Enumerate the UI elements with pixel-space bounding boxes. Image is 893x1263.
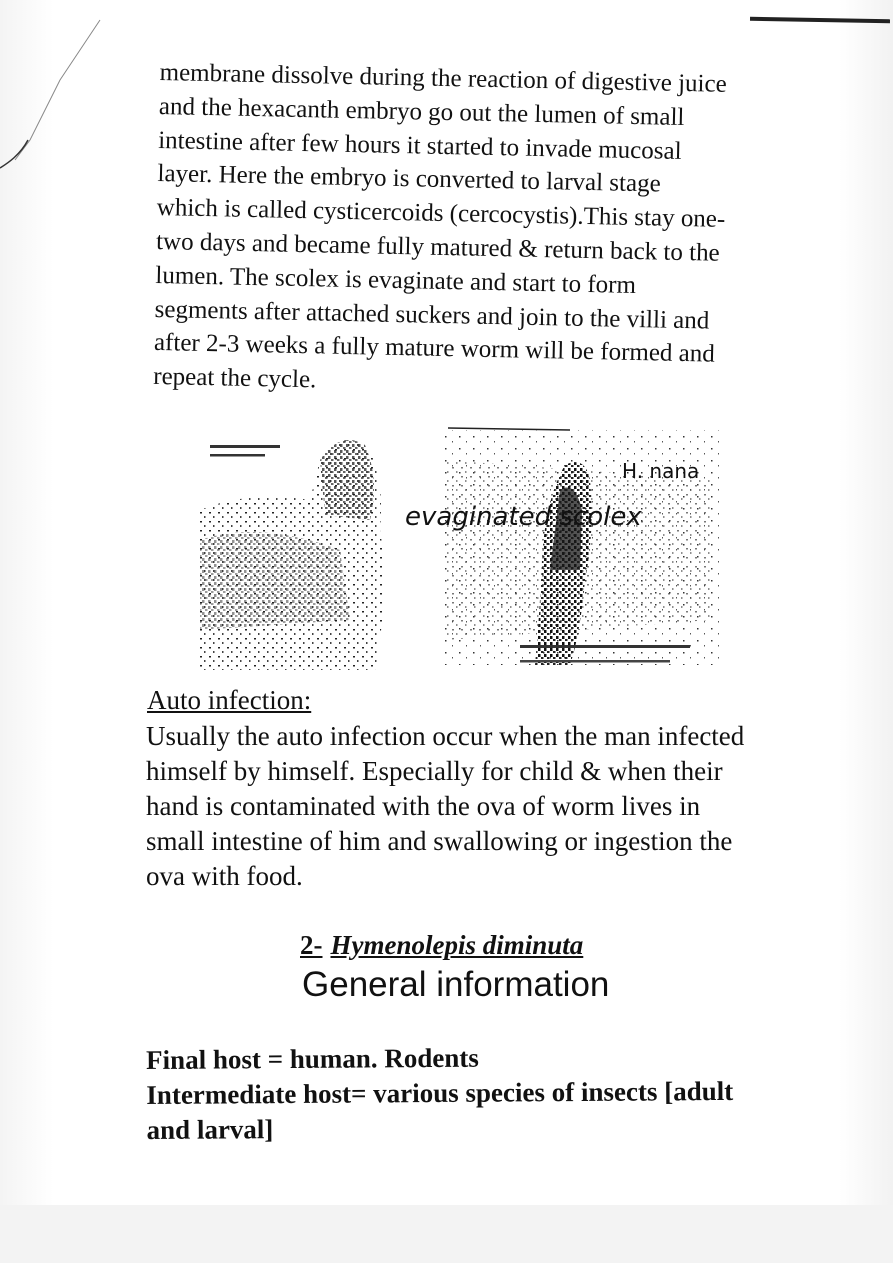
micrograph-image: [190, 420, 735, 685]
scan-bottom-shadow: [0, 1205, 893, 1263]
host-info: [146, 1039, 734, 1148]
species-heading: [300, 930, 583, 961]
text-line: which is called cysticercoids (cercocystis).This stay one-: [156, 194, 726, 234]
text-line: intestine after few hours it started to invade mucosal: [157, 126, 682, 165]
auto-infection-heading: Auto infection:: [147, 685, 312, 715]
text-line: and the hexacanth embryo go out the lumen of small: [158, 92, 685, 131]
text-line: ova with food.: [146, 861, 303, 891]
general-information-heading: General information: [302, 965, 610, 1004]
figure-corner-label: H. nana: [622, 459, 700, 483]
text-line: membrane dissolve during the reaction of digestive juice: [159, 58, 728, 98]
text-line: repeat the cycle.: [153, 363, 317, 394]
text-line: himself by himself. Especially for child & when their: [146, 756, 723, 786]
final-host-line: Final host = human. Rodents: [146, 1042, 479, 1075]
species-name: Hymenolepis diminuta: [330, 930, 584, 960]
paragraph-auto-infection: [146, 719, 744, 894]
page-curl-mark: [0, 0, 120, 200]
micrograph-figure: [190, 420, 735, 685]
text-line: Usually the auto infection occur when the man infected: [146, 721, 745, 751]
figure-annotation: evaginated scolex: [405, 502, 642, 532]
text-line: two days and became fully matured & return back to the: [155, 227, 720, 267]
intermediate-host-line: Intermediate host= various species of insects [adult: [146, 1075, 734, 1110]
text-line: segments after attached suckers and join to the villi and: [154, 295, 710, 335]
paragraph-life-cycle: [153, 56, 729, 406]
text-line: after 2-3 weeks a fully mature worm will be formed and: [153, 329, 716, 369]
text-line: small intestine of him and swallowing or ingestion the: [146, 826, 733, 856]
text-line: hand is contaminated with the ova of worm lives in: [146, 791, 701, 821]
text-line: layer. Here the embryo is converted to larval stage: [157, 160, 661, 198]
intermediate-host-line-cont: and larval]: [146, 1114, 274, 1145]
section-number: 2-: [300, 930, 323, 960]
text-line: lumen. The scolex is evaginate and start to form: [155, 261, 637, 299]
